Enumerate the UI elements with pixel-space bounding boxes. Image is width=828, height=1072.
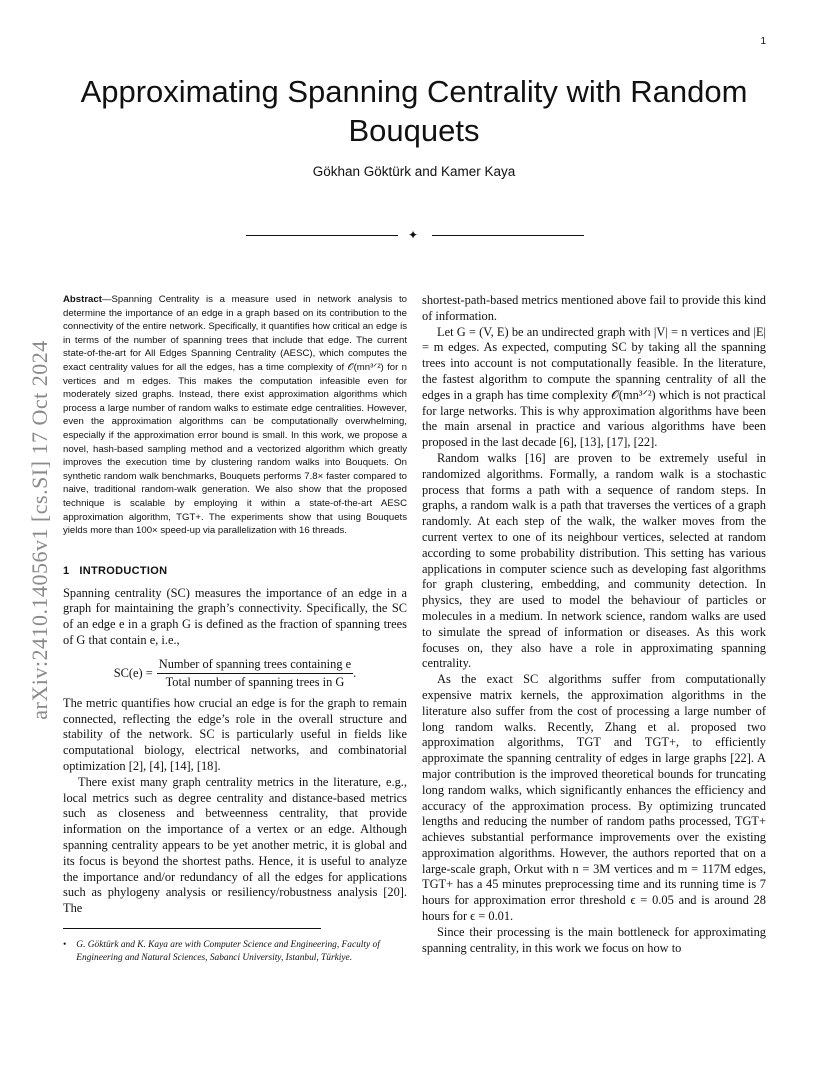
footnote-rule xyxy=(63,928,321,929)
right-column xyxy=(422,293,766,956)
abstract-label: Abstract xyxy=(63,294,102,305)
right-paragraph-1: Let G = (V, E) be an undirected graph with |V| = n vertices and |E| = m edges. As expected, computing SC by taking all the spanning trees into account is not computationally feasible. In the literature, the fastest algorithm to compute the spanning centrality of all the edges in a graph has time complexity 𝒪(mn³ᐟ²) which is not practical for large networks. This is why approximation algorithms have been the main arsenal in practice and various algorithms have been proposed in the last decade [6], [13], [17], [22]. xyxy=(422,324,766,450)
abstract-text: —Spanning Centrality is a measure used in network analysis to determine the importance of an edge in a graph based on its contribution to the connectivity of the entire network. Specifically, it quantifies how critical an edge is in terms of the number of spanning trees that include that edge. The current state-of-the-art for All Edges Spanning Centrality (AESC), which computes the exact centrality values for all the edges, has a time complexity of 𝒪(mn³ᐟ²) for n vertices and m edges. This makes the computation infeasible even for moderately sized graphs. Instead, there exist approximation algorithms which process a large number of random walks to estimate edge centralities. However, even the approximation algorithms can be computationally overwhelming, especially if the approximation error bound is small. In this work, we propose a novel, hash-based sampling method and a vectorized algorithm which greatly improves the execution time by clustering random walks into Bouquets. On synthetic random walk benchmarks, Bouquets performs 7.8× faster compared to naive, traditional random-walk generation. We also show that the proposed technique is scalable by employing it within a state-of-the-art AESC approximation algorithm, TGT+. The experiments show that using Bouquets yields more than 100× speed-up via parallelization with 16 threads. xyxy=(63,294,407,537)
title-separator xyxy=(246,228,584,242)
right-paragraph-0: shortest-path-based metrics mentioned above fail to provide this kind of information. xyxy=(422,293,766,323)
equation-fraction xyxy=(157,657,353,690)
section-title: INTRODUCTION xyxy=(79,564,168,577)
paper-authors: Gökhan Göktürk and Kamer Kaya xyxy=(312,164,516,179)
left-column xyxy=(63,293,407,964)
equation-denominator: Total number of spanning trees in G xyxy=(165,674,345,689)
intro-paragraph-2: The metric quantifies how crucial an edge is for the graph to remain connected, reflecting the edge’s role in the overall structure and stability of the network. SC is particularly useful in fields like computational biology, electrical networks, and combinatorial optimization [2], [4], [14], [18]. xyxy=(63,695,407,774)
separator-line-left xyxy=(246,235,398,236)
intro-paragraph-3: There exist many graph centrality metrics in the literature, e.g., local metrics such as degree centrality and distance-based metrics such as closeness and betweenness centrality, that provide information on the importance of a vertex or an edge. Although spanning centrality appears to be yet another metric, it is global and its focus is beyond the shortest paths. Hence, it is useful to analyze the importance and/or redundancy of all the edges for applications such as phylogeny analysis or resiliency/robustness analysis [20]. The xyxy=(63,774,407,916)
paper-title: Approximating Spanning Centrality with Random Bouquets xyxy=(80,74,748,148)
arxiv-identifier: arXiv:2410.14056v1 [cs.SI] 17 Oct 2024 xyxy=(27,340,52,720)
separator-line-right xyxy=(432,235,584,236)
equation-lhs: SC(e) = xyxy=(113,665,153,680)
abstract xyxy=(63,293,407,538)
separator-diamond-icon: ✦ xyxy=(408,228,419,242)
section-heading-introduction xyxy=(63,565,407,577)
right-paragraph-3: As the exact SC algorithms suffer from computationally expensive matrix kernels, the approximation algorithms in the literature also suffer from the cost of processing a large number of long random walks. Recently, Zhang et al. proposed two approximation algorithms, TGT and TGT+, to efficiently approximate the spanning centrality of edges in large graphs [22]. A major contribution is the improved theoretical bounds for truncating long random walks, which significantly enhances the efficiency and accuracy of the approximation process. By optimizing truncated lengths and reducing the number of random paths processed, TGT+ achieves substantial performance improvements over the existing approximation algorithms. However, the authors reported that on a large-scale graph, Orkut with n = 3M vertices and m = 117M edges, TGT+ has a 45 minutes preprocessing time and its running time is 7 hours for approximation error threshold ϵ = 0.05 and is around 28 hours for ϵ = 0.01. xyxy=(422,672,766,924)
page-number: 1 xyxy=(760,36,766,47)
author-footnote xyxy=(63,939,407,964)
right-paragraph-2: Random walks [16] are proven to be extremely useful in randomized algorithms. Formally, a random walk is a stochastic process that forms a path with a sequence of random steps. In graphs, a random walk is a path that traverses the vertices of a graph randomly. At each step of the walk, the walker moves from the current vertex to one of its neighbour vertices, selected at random according to some probability distribution. This setting has various applications in computer science such as developing fast algorithms for graph clustering, embedding, and community detection. In physics, they are used to model the behaviour of particles or molecules in a medium. In network science, random walks are used to simulate the spread of information or diseases. As this work focuses on, they also have a role in approximating spanning centrality. xyxy=(422,450,766,671)
footnote-bullet: • xyxy=(63,940,67,951)
right-paragraph-4: Since their processing is the main bottleneck for approximating spanning centrality, in this work we focus on how to xyxy=(422,924,766,955)
equation-numerator: Number of spanning trees containing e xyxy=(157,657,353,674)
intro-paragraph-1: Spanning centrality (SC) measures the importance of an edge in a graph for maintaining the graph’s connectivity. Specifically, the SC of an edge e in a graph G is defined as the fraction of spanning trees of G that contain e, i.e., xyxy=(63,585,407,648)
spanning-centrality-equation xyxy=(63,657,407,690)
equation-tail: . xyxy=(353,665,357,680)
footnote-text: G. Göktürk and K. Kaya are with Computer Science and Engineering, Faculty of Engineering and Natural Sciences, Sabanci University, Istanbul, Türkiye. xyxy=(76,940,380,963)
arxiv-stamp xyxy=(18,300,62,760)
section-number: 1 xyxy=(63,564,70,577)
